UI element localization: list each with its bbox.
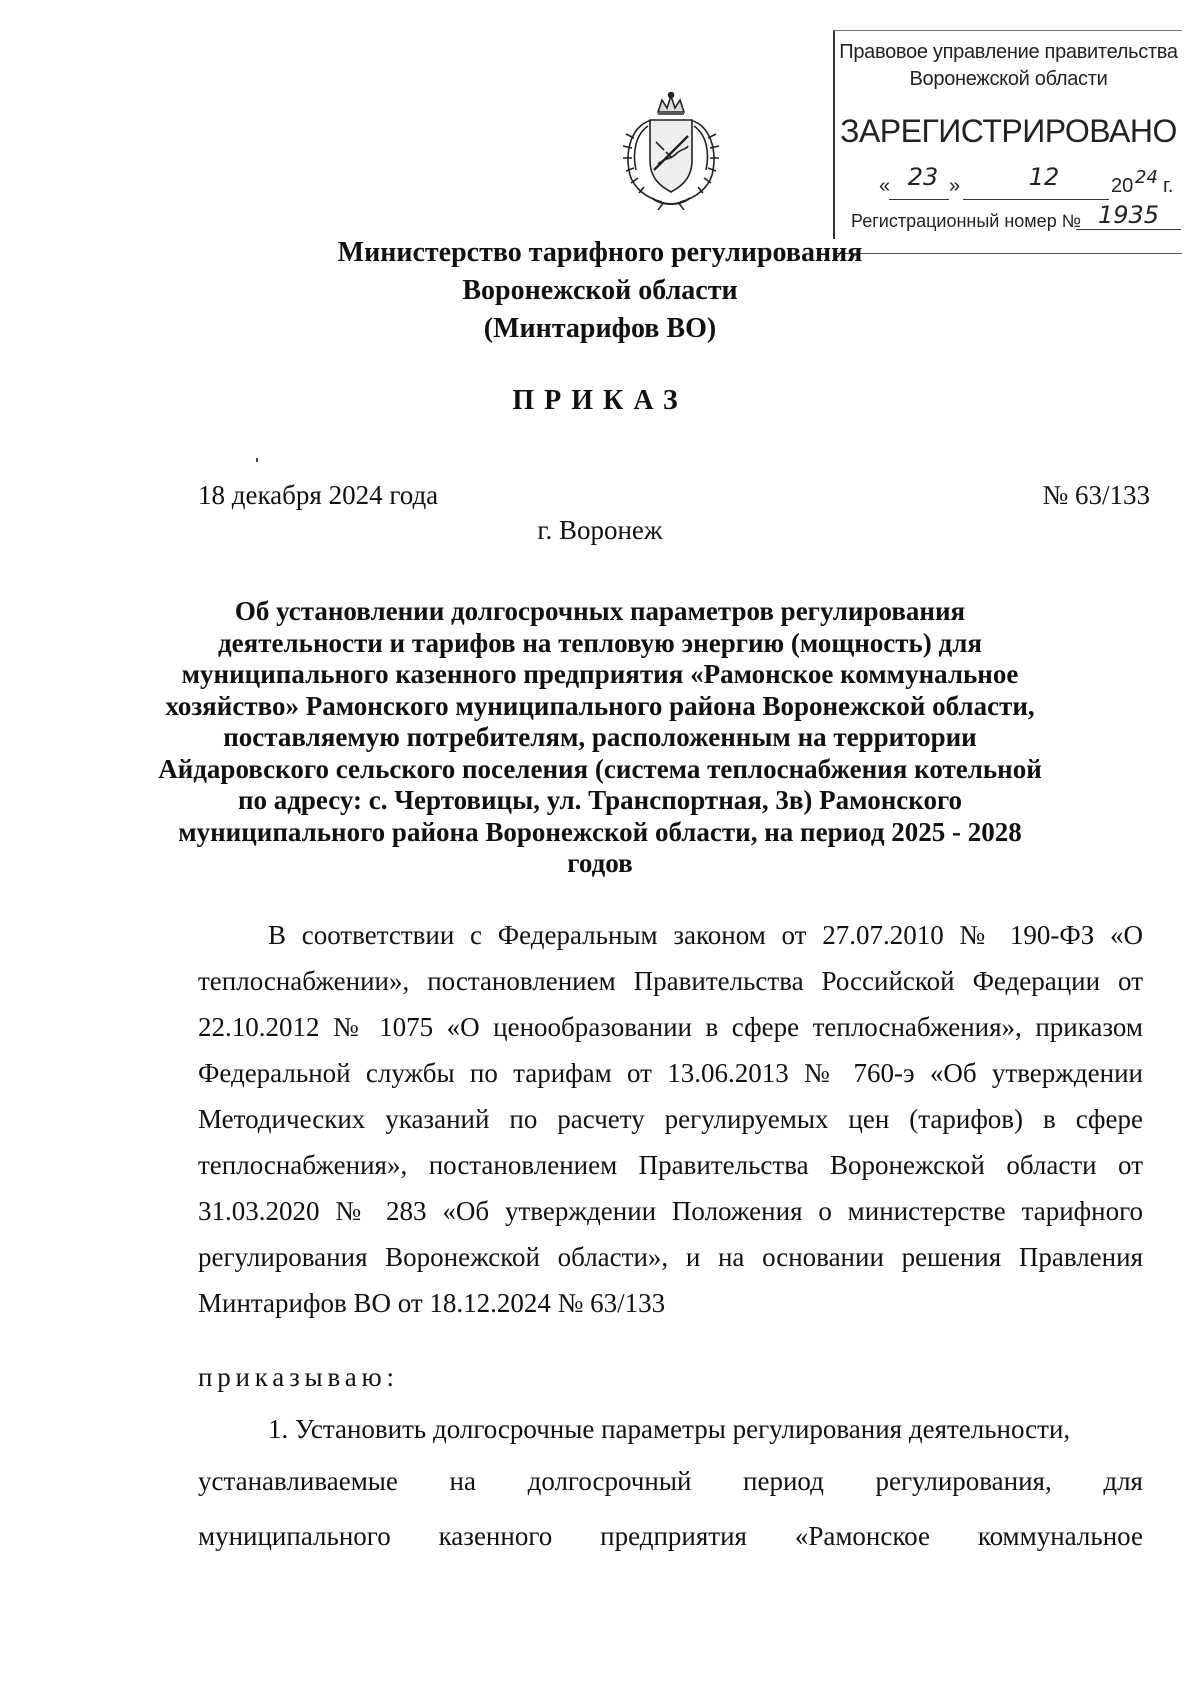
scan-mark — [256, 458, 258, 462]
title-line: деятельности и тарифов на тепловую энергию (мощность) для — [218, 627, 982, 658]
title-line: хозяйство» Рамонского муниципального района Воронежской области, — [165, 690, 1035, 721]
preamble-paragraph: В соответствии с Федеральным законом от 27.07.2010 № 190-ФЗ «О теплоснабжении», постановлением Правительства Российской Федерации от 22.10.2012 № 1075 «О ценообразовании в сфере теплоснабжения», приказом Федеральной службы по тарифам от 13.06.2013 № 760-э «Об утверждении Методических указаний по расчету регулируемых цен (тарифов) в сфере теплоснабжения», постановлением Правительства Воронежской области от 31.03.2020 № 283 «Об утверждении Положения о министерстве тарифного регулирования Воронежской области», и на основании решения Правления Минтарифов ВО от 18.12.2024 № 63/133 — [198, 920, 1143, 1318]
document-type: ПРИКАЗ — [512, 385, 688, 416]
org-name-line1: Министерство тарифного регулирования — [337, 237, 863, 268]
stamp-authority-line1: Правовое управление правительства — [839, 41, 1178, 63]
title-line: Об установлении долгосрочных параметров регулирования — [234, 596, 966, 626]
stamp-date-year-prefix: 20 — [1111, 175, 1134, 197]
stamp-authority-line2: Воронежской области — [909, 68, 1108, 90]
order-city: г. Воронеж — [537, 515, 663, 545]
item1-line1: 1. Установить долгосрочные параметры регулирования деятельности, — [268, 1414, 1071, 1444]
title-line: муниципального казенного предприятия «Рамонское коммунальное — [181, 659, 1019, 689]
stamp-reg-label: Регистрационный номер № — [851, 211, 1082, 231]
title-line: муниципального района Воронежской области, на период 2025 - 2028 — [178, 816, 1022, 847]
order-date: 18 декабря 2024 года — [198, 480, 439, 510]
word: на — [449, 1466, 476, 1496]
word: казенного — [438, 1521, 553, 1551]
coat-of-arms-emblem — [612, 90, 730, 210]
item1-line2 — [198, 1466, 1143, 1497]
stamp-date-close-quote: » — [949, 175, 961, 197]
word: регулирования, — [875, 1466, 1052, 1496]
title-line: по адресу: с. Чертовицы, ул. Транспортная, 3в) Рамонского — [237, 785, 963, 815]
stamp-status: ЗАРЕГИСТРИРОВАНО — [840, 113, 1177, 149]
word: коммунальное — [977, 1521, 1143, 1551]
item1-line3 — [198, 1521, 1143, 1552]
org-name-line2: Воронежской области — [462, 275, 738, 306]
word: устанавливаемые — [198, 1466, 398, 1496]
title-line: Айдаровского сельского поселения (система теплоснабжения котельной — [158, 753, 1042, 784]
word: для — [1103, 1466, 1143, 1496]
stamp-date-month: 12 — [1028, 163, 1060, 191]
word: долгосрочный — [527, 1466, 692, 1496]
word: период — [743, 1466, 824, 1496]
order-word: приказываю: — [198, 1362, 399, 1392]
title-line: годов — [567, 848, 633, 878]
stamp-date-year-suffix: 24 — [1135, 167, 1158, 188]
order-number: № 63/133 — [1042, 480, 1150, 510]
stamp-reg-number: 1935 — [1076, 201, 1181, 230]
stamp-date-open-quote: « — [879, 175, 891, 197]
registration-stamp — [833, 30, 1182, 239]
org-name-abbrev: (Минтарифов ВО) — [483, 313, 717, 344]
order-title — [0, 596, 1200, 880]
stamp-date-day: 23 — [907, 163, 939, 191]
word: «Рамонское — [794, 1521, 930, 1551]
stamp-day-underline — [889, 199, 949, 200]
word: муниципального — [198, 1521, 391, 1551]
stamp-month-underline — [963, 199, 1109, 200]
word: предприятия — [600, 1521, 747, 1551]
stamp-date — [879, 161, 1179, 201]
title-line: поставляемую потребителям, расположенным на территории — [223, 722, 977, 752]
stamp-date-year-mark: г. — [1163, 175, 1174, 197]
